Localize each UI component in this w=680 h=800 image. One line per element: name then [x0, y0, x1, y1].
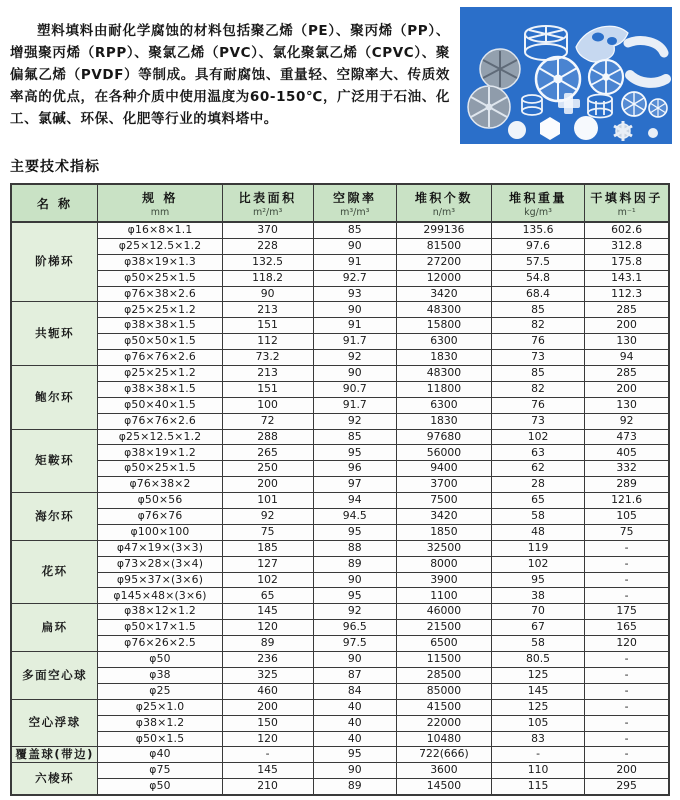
value-cell: 228: [222, 238, 313, 254]
value-cell: 101: [222, 493, 313, 509]
value-cell: 89: [313, 779, 397, 795]
value-cell: 92: [313, 413, 397, 429]
value-cell: 76: [491, 334, 584, 350]
header-row: [11, 184, 669, 222]
table-row: [11, 731, 669, 747]
table-row: [11, 334, 669, 350]
packing-products-illustration: [460, 7, 672, 144]
spec-cell: φ76×38×2.6: [98, 286, 222, 302]
intro-paragraph: 塑料填料由耐化学腐蚀的材料包括聚乙烯（PE）、聚丙烯（PP）、增强聚丙烯（RPP）、聚氯乙烯（PVC）、氯化聚氯乙烯（CPVC）、聚偏氟乙烯（PVDF）等制成。具有耐腐蚀、重量轻、空隙率大、传质效率高的优点，在各种介质中使用温度为60-150℃，广泛用于石油、化工、氯碱、环保、化肥等行业的填料塔中。: [10, 22, 450, 127]
value-cell: 130: [585, 334, 669, 350]
table-row: [11, 381, 669, 397]
value-cell: 130: [585, 397, 669, 413]
spec-cell: φ38×12×1.2: [98, 604, 222, 620]
table-row: [11, 397, 669, 413]
table-row: [11, 699, 669, 715]
spec-cell: φ75: [98, 763, 222, 779]
value-cell: 135.6: [491, 222, 584, 238]
material-name-cell: 六棱环: [11, 763, 98, 795]
value-cell: 10480: [397, 731, 492, 747]
value-cell: 90: [222, 286, 313, 302]
value-cell: 200: [585, 381, 669, 397]
value-cell: 76: [491, 397, 584, 413]
value-cell: 85: [491, 366, 584, 382]
col-header-spec: 规 格 mm: [98, 184, 222, 222]
material-name-cell: 多面空心球: [11, 652, 98, 700]
value-cell: 3420: [397, 286, 492, 302]
col-header-packing-factor: 干填料因子 m⁻¹: [585, 184, 669, 222]
value-cell: 1830: [397, 413, 492, 429]
value-cell: 40: [313, 715, 397, 731]
value-cell: 92: [313, 350, 397, 366]
value-cell: 46000: [397, 604, 492, 620]
value-cell: 213: [222, 366, 313, 382]
spec-cell: φ47×19×(3×3): [98, 540, 222, 556]
table-row: [11, 540, 669, 556]
col-header-pile-weight: 堆积重量 kg/m³: [491, 184, 584, 222]
spec-cell: φ76×76: [98, 509, 222, 525]
table-row: [11, 509, 669, 525]
spec-cell: φ100×100: [98, 524, 222, 540]
value-cell: 175.8: [585, 254, 669, 270]
value-cell: 97: [313, 477, 397, 493]
value-cell: 145: [222, 763, 313, 779]
col-header-name: 名 称: [11, 184, 98, 222]
spec-cell: φ38×1.2: [98, 715, 222, 731]
hollow-ball-icon: [508, 121, 526, 139]
table-row: [11, 572, 669, 588]
value-cell: 105: [585, 509, 669, 525]
value-cell: 90.7: [313, 381, 397, 397]
spec-cell: φ16×8×1.1: [98, 222, 222, 238]
value-cell: -: [585, 715, 669, 731]
spec-cell: φ25×1.0: [98, 699, 222, 715]
value-cell: 120: [585, 636, 669, 652]
table-row: [11, 683, 669, 699]
value-cell: 90: [313, 366, 397, 382]
value-cell: 28500: [397, 667, 492, 683]
value-cell: -: [585, 699, 669, 715]
value-cell: 112.3: [585, 286, 669, 302]
value-cell: 73: [491, 413, 584, 429]
value-cell: 90: [313, 572, 397, 588]
value-cell: 87: [313, 667, 397, 683]
value-cell: 312.8: [585, 238, 669, 254]
value-cell: 40: [313, 699, 397, 715]
table-row: [11, 286, 669, 302]
value-cell: 95: [313, 445, 397, 461]
value-cell: 285: [585, 302, 669, 318]
table-row: [11, 763, 669, 779]
table-row: [11, 747, 669, 763]
value-cell: -: [585, 572, 669, 588]
value-cell: 95: [313, 747, 397, 763]
value-cell: 265: [222, 445, 313, 461]
value-cell: 97680: [397, 429, 492, 445]
table-row: [11, 429, 669, 445]
value-cell: 75: [222, 524, 313, 540]
value-cell: 57.5: [491, 254, 584, 270]
value-cell: 370: [222, 222, 313, 238]
spec-cell: φ50×17×1.5: [98, 620, 222, 636]
spec-cell: φ50×40×1.5: [98, 397, 222, 413]
value-cell: 145: [222, 604, 313, 620]
value-cell: 70: [491, 604, 584, 620]
table-row: [11, 302, 669, 318]
value-cell: 132.5: [222, 254, 313, 270]
value-cell: 288: [222, 429, 313, 445]
material-name-cell: 阶梯环: [11, 222, 98, 302]
value-cell: 200: [585, 763, 669, 779]
value-cell: 73.2: [222, 350, 313, 366]
value-cell: 118.2: [222, 270, 313, 286]
value-cell: 120: [222, 731, 313, 747]
value-cell: -: [585, 588, 669, 604]
value-cell: 68.4: [491, 286, 584, 302]
value-cell: 210: [222, 779, 313, 795]
table-row: [11, 493, 669, 509]
value-cell: 88: [313, 540, 397, 556]
material-name-cell: 空心浮球: [11, 699, 98, 747]
value-cell: 473: [585, 429, 669, 445]
spec-table: [10, 183, 670, 796]
value-cell: 89: [313, 556, 397, 572]
table-row: [11, 222, 669, 238]
table-row: [11, 254, 669, 270]
spec-cell: φ76×76×2.6: [98, 413, 222, 429]
value-cell: 32500: [397, 540, 492, 556]
material-name-cell: 花环: [11, 540, 98, 604]
table-row: [11, 604, 669, 620]
value-cell: 6500: [397, 636, 492, 652]
value-cell: 200: [585, 318, 669, 334]
value-cell: 95: [313, 588, 397, 604]
spec-cell: φ50×56: [98, 493, 222, 509]
value-cell: 85: [491, 302, 584, 318]
value-cell: 92.7: [313, 270, 397, 286]
col-header-pile-count: 堆积个数 n/m³: [397, 184, 492, 222]
value-cell: 58: [491, 509, 584, 525]
value-cell: 145: [491, 683, 584, 699]
spec-cell: φ25: [98, 683, 222, 699]
value-cell: 40: [313, 731, 397, 747]
spec-cell: φ25×12.5×1.2: [98, 429, 222, 445]
material-name-cell: 共轭环: [11, 302, 98, 366]
table-row: [11, 350, 669, 366]
value-cell: 165: [585, 620, 669, 636]
value-cell: 151: [222, 318, 313, 334]
value-cell: 41500: [397, 699, 492, 715]
value-cell: 15800: [397, 318, 492, 334]
value-cell: 115: [491, 779, 584, 795]
partition-ring-icon: [480, 49, 520, 89]
value-cell: 6300: [397, 397, 492, 413]
value-cell: 92: [585, 413, 669, 429]
value-cell: 48: [491, 524, 584, 540]
value-cell: -: [585, 540, 669, 556]
value-cell: 175: [585, 604, 669, 620]
floating-ball-icon: [574, 116, 598, 140]
table-row: [11, 477, 669, 493]
value-cell: 105: [491, 715, 584, 731]
value-cell: 72: [222, 413, 313, 429]
value-cell: -: [491, 747, 584, 763]
spec-cell: φ145×48×(3×6): [98, 588, 222, 604]
value-cell: 85: [313, 222, 397, 238]
table-row: [11, 556, 669, 572]
value-cell: 90: [313, 652, 397, 668]
spec-cell: φ76×76×2.6: [98, 350, 222, 366]
value-cell: 90: [313, 302, 397, 318]
table-row: [11, 652, 669, 668]
value-cell: 120: [222, 620, 313, 636]
value-cell: 11500: [397, 652, 492, 668]
material-name-cell: 覆盖球(带边): [11, 747, 98, 763]
value-cell: 332: [585, 461, 669, 477]
value-cell: 119: [491, 540, 584, 556]
spec-cell: φ25×25×1.2: [98, 302, 222, 318]
value-cell: 94: [313, 493, 397, 509]
value-cell: 127: [222, 556, 313, 572]
table-row: [11, 413, 669, 429]
value-cell: 48300: [397, 366, 492, 382]
spec-cell: φ50×25×1.5: [98, 461, 222, 477]
material-name-cell: 扁环: [11, 604, 98, 652]
spec-cell: φ38×19×1.2: [98, 445, 222, 461]
value-cell: 7500: [397, 493, 492, 509]
value-cell: -: [585, 683, 669, 699]
value-cell: 81500: [397, 238, 492, 254]
material-name-cell: 海尔环: [11, 493, 98, 541]
value-cell: 151: [222, 381, 313, 397]
value-cell: 1850: [397, 524, 492, 540]
value-cell: 94: [585, 350, 669, 366]
value-cell: 90: [313, 238, 397, 254]
value-cell: 96: [313, 461, 397, 477]
table-row: [11, 270, 669, 286]
col-header-void-ratio: 空隙率 m³/m³: [313, 184, 397, 222]
spoke-disc-icon: [622, 92, 646, 116]
value-cell: -: [585, 556, 669, 572]
value-cell: 58: [491, 636, 584, 652]
value-cell: 82: [491, 381, 584, 397]
value-cell: 21500: [397, 620, 492, 636]
spec-cell: φ50: [98, 779, 222, 795]
table-row: [11, 366, 669, 382]
value-cell: 96.5: [313, 620, 397, 636]
page-top-section: [0, 0, 680, 142]
table-row: [11, 461, 669, 477]
table-row: [11, 445, 669, 461]
spec-cell: φ50×1.5: [98, 731, 222, 747]
value-cell: 14500: [397, 779, 492, 795]
value-cell: 285: [585, 366, 669, 382]
value-cell: 112: [222, 334, 313, 350]
value-cell: 100: [222, 397, 313, 413]
material-name-cell: 矩鞍环: [11, 429, 98, 493]
table-body: [11, 222, 669, 795]
pall-ring-wheel-icon: [589, 60, 623, 94]
value-cell: 9400: [397, 461, 492, 477]
value-cell: 89: [222, 636, 313, 652]
value-cell: 295: [585, 779, 669, 795]
value-cell: 125: [491, 667, 584, 683]
value-cell: 1830: [397, 350, 492, 366]
value-cell: 75: [585, 524, 669, 540]
value-cell: 325: [222, 667, 313, 683]
value-cell: 200: [222, 699, 313, 715]
value-cell: 3420: [397, 509, 492, 525]
value-cell: 85000: [397, 683, 492, 699]
value-cell: 94.5: [313, 509, 397, 525]
pall-ring-wheel-icon: [536, 57, 580, 101]
value-cell: 102: [491, 429, 584, 445]
material-name-cell: 鲍尔环: [11, 366, 98, 430]
value-cell: 95: [491, 572, 584, 588]
spec-cell: φ50×25×1.5: [98, 270, 222, 286]
page-title: 主要技术指标: [10, 159, 100, 175]
table-row: [11, 620, 669, 636]
value-cell: 27200: [397, 254, 492, 270]
value-cell: 97.5: [313, 636, 397, 652]
value-cell: 91: [313, 254, 397, 270]
value-cell: 250: [222, 461, 313, 477]
spec-cell: φ76×38×2: [98, 477, 222, 493]
spoke-disc-icon: [649, 99, 667, 117]
value-cell: 213: [222, 302, 313, 318]
small-ball-icon: [648, 128, 658, 138]
value-cell: 102: [491, 556, 584, 572]
table-row: [11, 779, 669, 795]
value-cell: 82: [491, 318, 584, 334]
value-cell: 48300: [397, 302, 492, 318]
value-cell: 185: [222, 540, 313, 556]
value-cell: 200: [222, 477, 313, 493]
value-cell: 110: [491, 763, 584, 779]
value-cell: -: [585, 652, 669, 668]
value-cell: 56000: [397, 445, 492, 461]
table-row: [11, 238, 669, 254]
value-cell: -: [585, 731, 669, 747]
spec-cell: φ38×38×1.5: [98, 318, 222, 334]
value-cell: 102: [222, 572, 313, 588]
table-row: [11, 318, 669, 334]
value-cell: -: [222, 747, 313, 763]
value-cell: 91.7: [313, 334, 397, 350]
value-cell: 12000: [397, 270, 492, 286]
spec-cell: φ25×25×1.2: [98, 366, 222, 382]
value-cell: 125: [491, 699, 584, 715]
value-cell: 121.6: [585, 493, 669, 509]
value-cell: 62: [491, 461, 584, 477]
value-cell: 602.6: [585, 222, 669, 238]
spec-cell: φ50: [98, 652, 222, 668]
value-cell: 93: [313, 286, 397, 302]
value-cell: 92: [222, 509, 313, 525]
value-cell: 143.1: [585, 270, 669, 286]
value-cell: 84: [313, 683, 397, 699]
value-cell: 3600: [397, 763, 492, 779]
value-cell: 83: [491, 731, 584, 747]
value-cell: 150: [222, 715, 313, 731]
value-cell: 97.6: [491, 238, 584, 254]
spec-cell: φ50×50×1.5: [98, 334, 222, 350]
spec-cell: φ76×26×2.5: [98, 636, 222, 652]
value-cell: 8000: [397, 556, 492, 572]
value-cell: 722(666): [397, 747, 492, 763]
table-row: [11, 667, 669, 683]
value-cell: 1100: [397, 588, 492, 604]
value-cell: 91: [313, 318, 397, 334]
spec-cell: φ38×19×1.3: [98, 254, 222, 270]
value-cell: 460: [222, 683, 313, 699]
spec-cell: φ95×37×(3×6): [98, 572, 222, 588]
value-cell: 405: [585, 445, 669, 461]
spec-cell: φ73×28×(3×4): [98, 556, 222, 572]
value-cell: -: [585, 667, 669, 683]
spec-cell: φ40: [98, 747, 222, 763]
value-cell: 80.5: [491, 652, 584, 668]
conjugate-ring-icon: [468, 86, 510, 128]
spec-cell: φ38: [98, 667, 222, 683]
value-cell: -: [585, 747, 669, 763]
value-cell: 92: [313, 604, 397, 620]
value-cell: 85: [313, 429, 397, 445]
value-cell: 95: [313, 524, 397, 540]
product-photo: [460, 7, 672, 144]
value-cell: 3700: [397, 477, 492, 493]
value-cell: 22000: [397, 715, 492, 731]
spec-cell: φ38×38×1.5: [98, 381, 222, 397]
value-cell: 73: [491, 350, 584, 366]
value-cell: 54.8: [491, 270, 584, 286]
value-cell: 11800: [397, 381, 492, 397]
value-cell: 3900: [397, 572, 492, 588]
value-cell: 289: [585, 477, 669, 493]
value-cell: 236: [222, 652, 313, 668]
col-header-surface-area: 比表面积 m²/m³: [222, 184, 313, 222]
value-cell: 38: [491, 588, 584, 604]
value-cell: 63: [491, 445, 584, 461]
spec-cell: φ25×12.5×1.2: [98, 238, 222, 254]
value-cell: 28: [491, 477, 584, 493]
value-cell: 65: [491, 493, 584, 509]
value-cell: 65: [222, 588, 313, 604]
table-row: [11, 715, 669, 731]
table-row: [11, 524, 669, 540]
value-cell: 299136: [397, 222, 492, 238]
value-cell: 91.7: [313, 397, 397, 413]
table-row: [11, 636, 669, 652]
value-cell: 90: [313, 763, 397, 779]
table-row: [11, 588, 669, 604]
value-cell: 6300: [397, 334, 492, 350]
value-cell: 67: [491, 620, 584, 636]
